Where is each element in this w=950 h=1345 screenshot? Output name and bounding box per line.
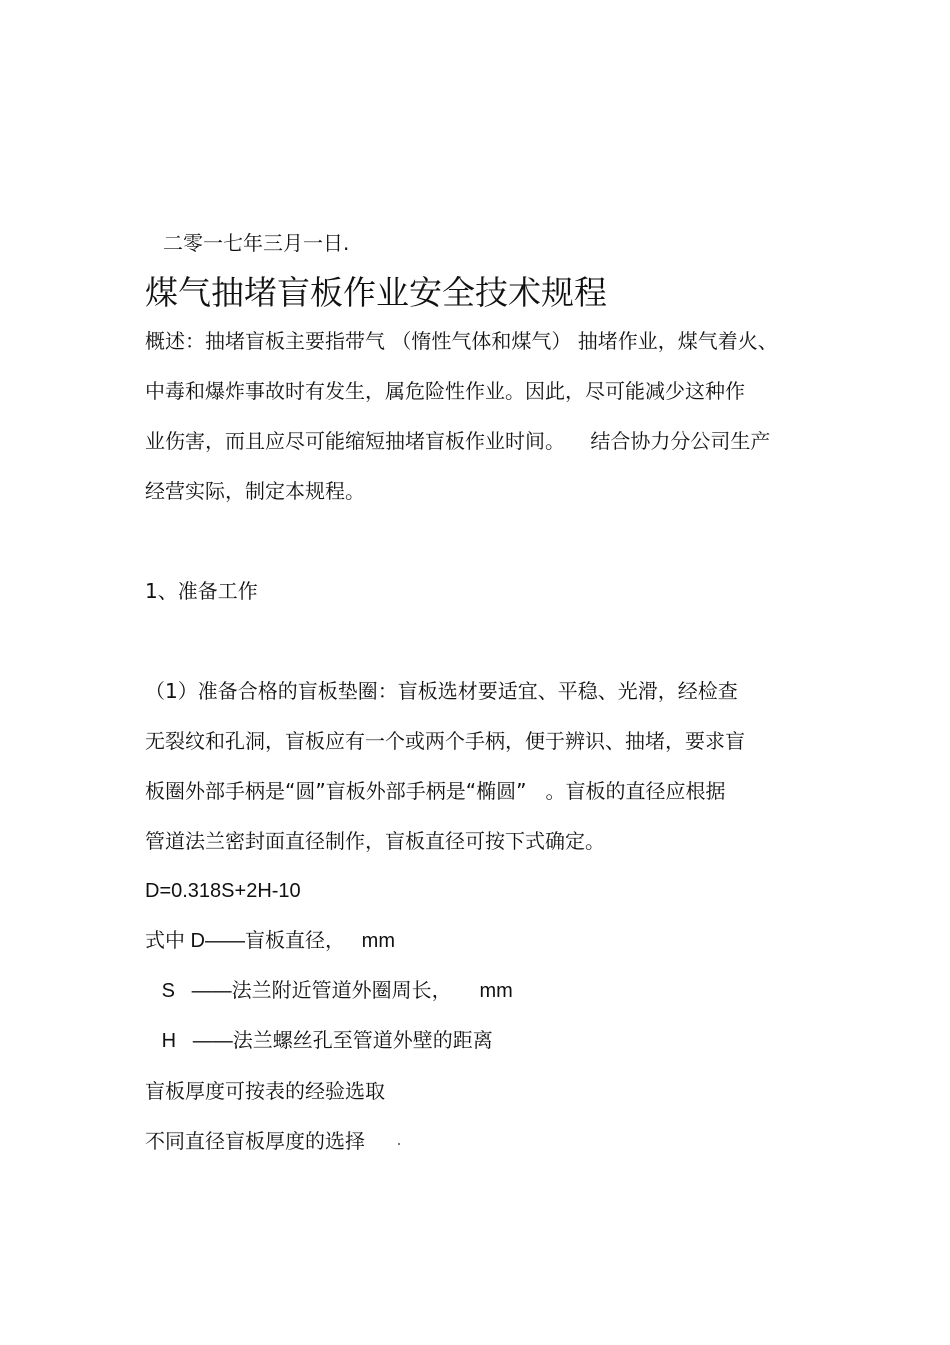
document-title: 煤气抽堵盲板作业安全技术规程: [145, 273, 607, 312]
overview-line: 业伤害，而且应尽可能缩短抽堵盲板作业时间。 结合协力分公司生产: [145, 429, 771, 453]
item-line: （1）准备合格的盲板垫圈：盲板选材要适宜、平稳、光滑，经检查: [145, 679, 738, 703]
overview-line: 概述：抽堵盲板主要指带气 （惰性气体和煤气） 抽堵作业，煤气着火、: [145, 329, 778, 353]
stray-dot: [398, 1143, 400, 1145]
thickness-note: 盲板厚度可按表的经验选取: [145, 1079, 385, 1103]
formula-definition: S ——法兰附近管道外圈周长， mm: [145, 980, 513, 1002]
item-line: 无裂纹和孔洞，盲板应有一个或两个手柄，便于辨识、抽堵，要求盲: [145, 729, 745, 753]
formula-definition: H ——法兰螺丝孔至管道外壁的距离: [145, 1030, 493, 1052]
formula-definition: 式中 D——盲板直径， mm: [145, 930, 395, 952]
overview-line: 中毒和爆炸事故时有发生，属危险性作业。因此，尽可能减少这种作: [145, 379, 745, 403]
formula: D=0.318S+2H-10: [145, 880, 301, 902]
item-line: 板圈外部手柄是“圆”盲板外部手柄是“椭圆” 。盲板的直径应根据: [145, 779, 726, 803]
thickness-table-title: 不同直径盲板厚度的选择: [145, 1129, 365, 1153]
section-heading: 1、准备工作: [145, 579, 258, 603]
date-line: 二零一七年三月一日.: [163, 231, 350, 255]
overview-line: 经营实际，制定本规程。: [145, 479, 365, 503]
item-line: 管道法兰密封面直径制作，盲板直径可按下式确定。: [145, 829, 605, 853]
